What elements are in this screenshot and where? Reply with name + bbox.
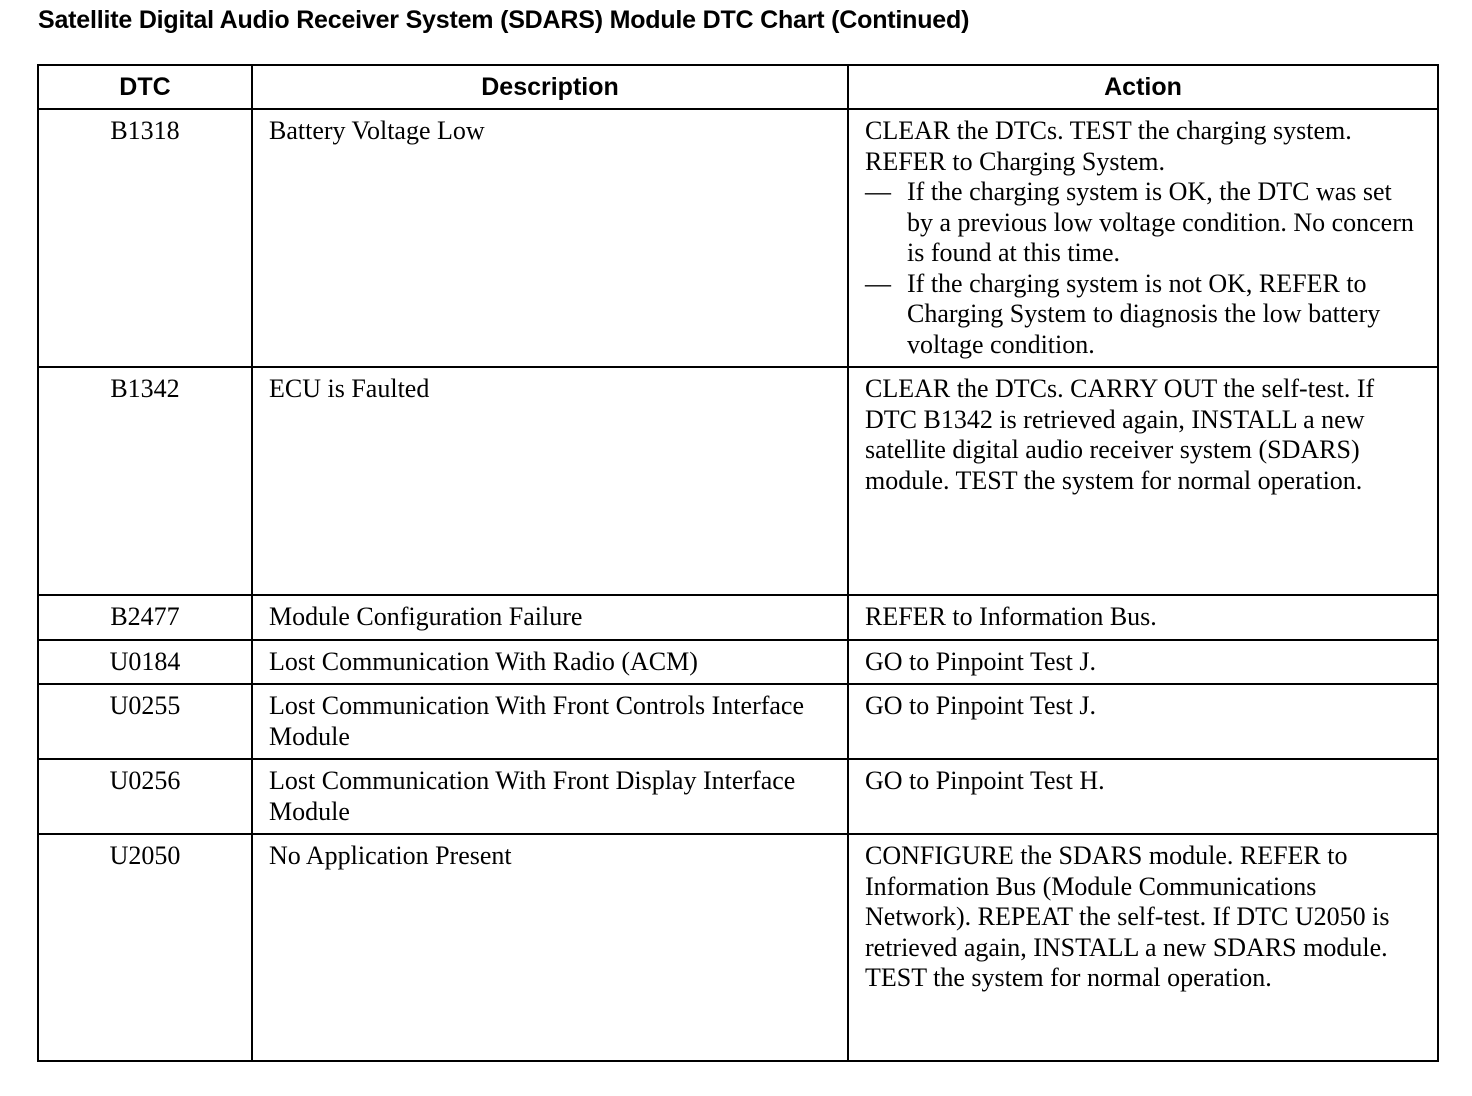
dtc-description: Lost Communication With Front Controls Interface Module: [252, 684, 848, 759]
dtc-action: CLEAR the DTCs. CARRY OUT the self-test. If DTC B1342 is retrieved again, INSTALL a new satellite digital audio receiver system (SDARS) module. TEST the system for normal operation.: [848, 367, 1438, 595]
dtc-description: Lost Communication With Front Display Interface Module: [252, 759, 848, 834]
dash-mark: —: [865, 177, 891, 206]
chart-title: Satellite Digital Audio Receiver System (SDARS) Module DTC Chart (Continued): [38, 6, 970, 34]
table-row: [38, 640, 1438, 684]
action-text: CLEAR the DTCs. TEST the charging system. REFER to Charging System.: [865, 116, 1352, 176]
table-row: [38, 834, 1438, 1061]
dtc-chart-table: [37, 64, 1439, 1062]
description-column-header: Description: [252, 65, 848, 109]
action-bullet: [865, 177, 1423, 269]
action-column-header: Action: [848, 65, 1438, 109]
dtc-action: GO to Pinpoint Test J.: [848, 640, 1438, 684]
dtc-action: GO to Pinpoint Test H.: [848, 759, 1438, 834]
dtc-action: CONFIGURE the SDARS module. REFER to Information Bus (Module Communications Network). REPEAT the self-test. If DTC U2050 is retrieved again, INSTALL a new SDARS module. TEST the system for normal operation.: [848, 834, 1438, 1061]
dtc-description: Lost Communication With Radio (ACM): [252, 640, 848, 684]
dtc-column-header: DTC: [38, 65, 252, 109]
dtc-description: No Application Present: [252, 834, 848, 1061]
dtc-code: B2477: [38, 595, 252, 640]
dtc-action: [848, 109, 1438, 367]
table-row: [38, 684, 1438, 759]
dtc-action: GO to Pinpoint Test J.: [848, 684, 1438, 759]
dtc-action: REFER to Information Bus.: [848, 595, 1438, 640]
dtc-description: ECU is Faulted: [252, 367, 848, 595]
table-row: [38, 109, 1438, 367]
dtc-code: B1318: [38, 109, 252, 367]
table-row: [38, 759, 1438, 834]
dtc-code: U0255: [38, 684, 252, 759]
table-row: [38, 595, 1438, 640]
table-row: [38, 367, 1438, 595]
dtc-code: U2050: [38, 834, 252, 1061]
action-bullet-text: If the charging system is OK, the DTC was set by a previous low voltage condition. No concern is found at this time.: [907, 177, 1414, 267]
action-bullet-text: If the charging system is not OK, REFER to Charging System to diagnosis the low battery voltage condition.: [907, 268, 1381, 359]
dtc-description: Battery Voltage Low: [252, 109, 848, 367]
action-bullet: [865, 269, 1423, 361]
table-header-row: [38, 65, 1438, 109]
dtc-code: U0184: [38, 640, 252, 684]
dtc-code: B1342: [38, 367, 252, 595]
dtc-description: Module Configuration Failure: [252, 595, 848, 640]
dtc-code: U0256: [38, 759, 252, 834]
dash-mark: —: [865, 268, 891, 298]
